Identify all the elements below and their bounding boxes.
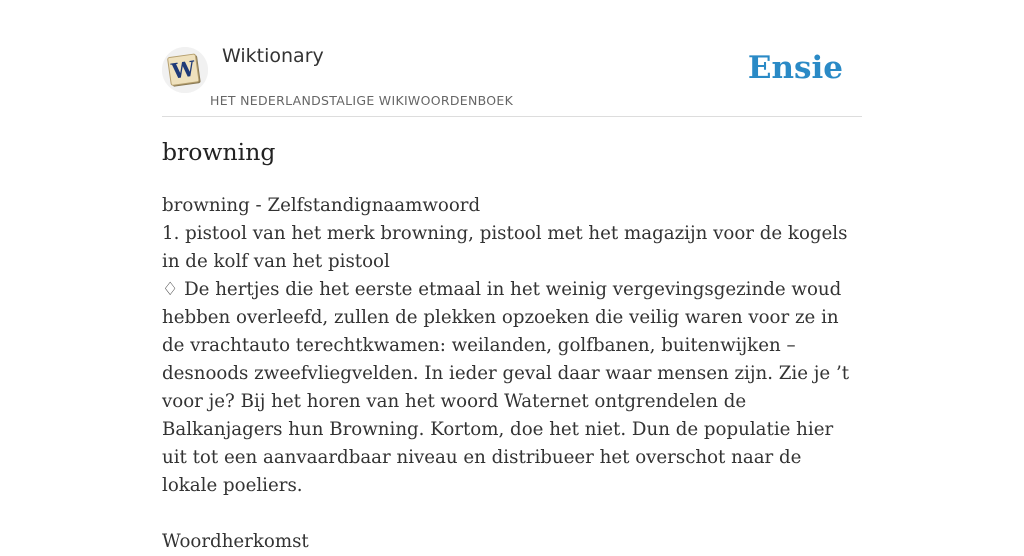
ensie-brand-logo[interactable]: Ensie (747, 50, 843, 86)
word-class-line: browning - Zelfstandignaamwoord (162, 195, 481, 216)
entry-content (162, 192, 862, 556)
section-heading-etymology: Woordherkomst (162, 531, 309, 552)
example-quote: ♢ De hertjes die het eerste etmaal in het weinig vergevingsgezinde woud hebben overleefd, zullen de plekken opzoeken die veilig waren voor ze in de vrachtauto terechtkwamen: weilanden, golfbanen, buitenwijken – desnoods zweefvliegvelden. In ieder geval daar waar mensen zijn. Zie je ’t voor je? Bij het horen van het woord Waternet ontgrendelen de Balkanjagers hun Browning. Kortom, doe het niet. Dun de populatie hier uit tot een aanvaardbaar niveau en distribueer het overschot naar de lokale poeliers. (162, 279, 850, 496)
page-title: browning (162, 138, 276, 166)
logo-letter: W (169, 55, 197, 84)
wiktionary-logo-icon[interactable] (162, 47, 208, 93)
definition: 1. pistool van het merk browning, pistool met het magazijn voor de kogels in de kolf van het pistool (162, 223, 848, 272)
site-header (162, 0, 862, 117)
site-name[interactable]: Wiktionary (222, 45, 324, 67)
page (162, 0, 862, 552)
site-subtitle: HET NEDERLANDSTALIGE WIKIWOORDENBOEK (210, 93, 514, 108)
